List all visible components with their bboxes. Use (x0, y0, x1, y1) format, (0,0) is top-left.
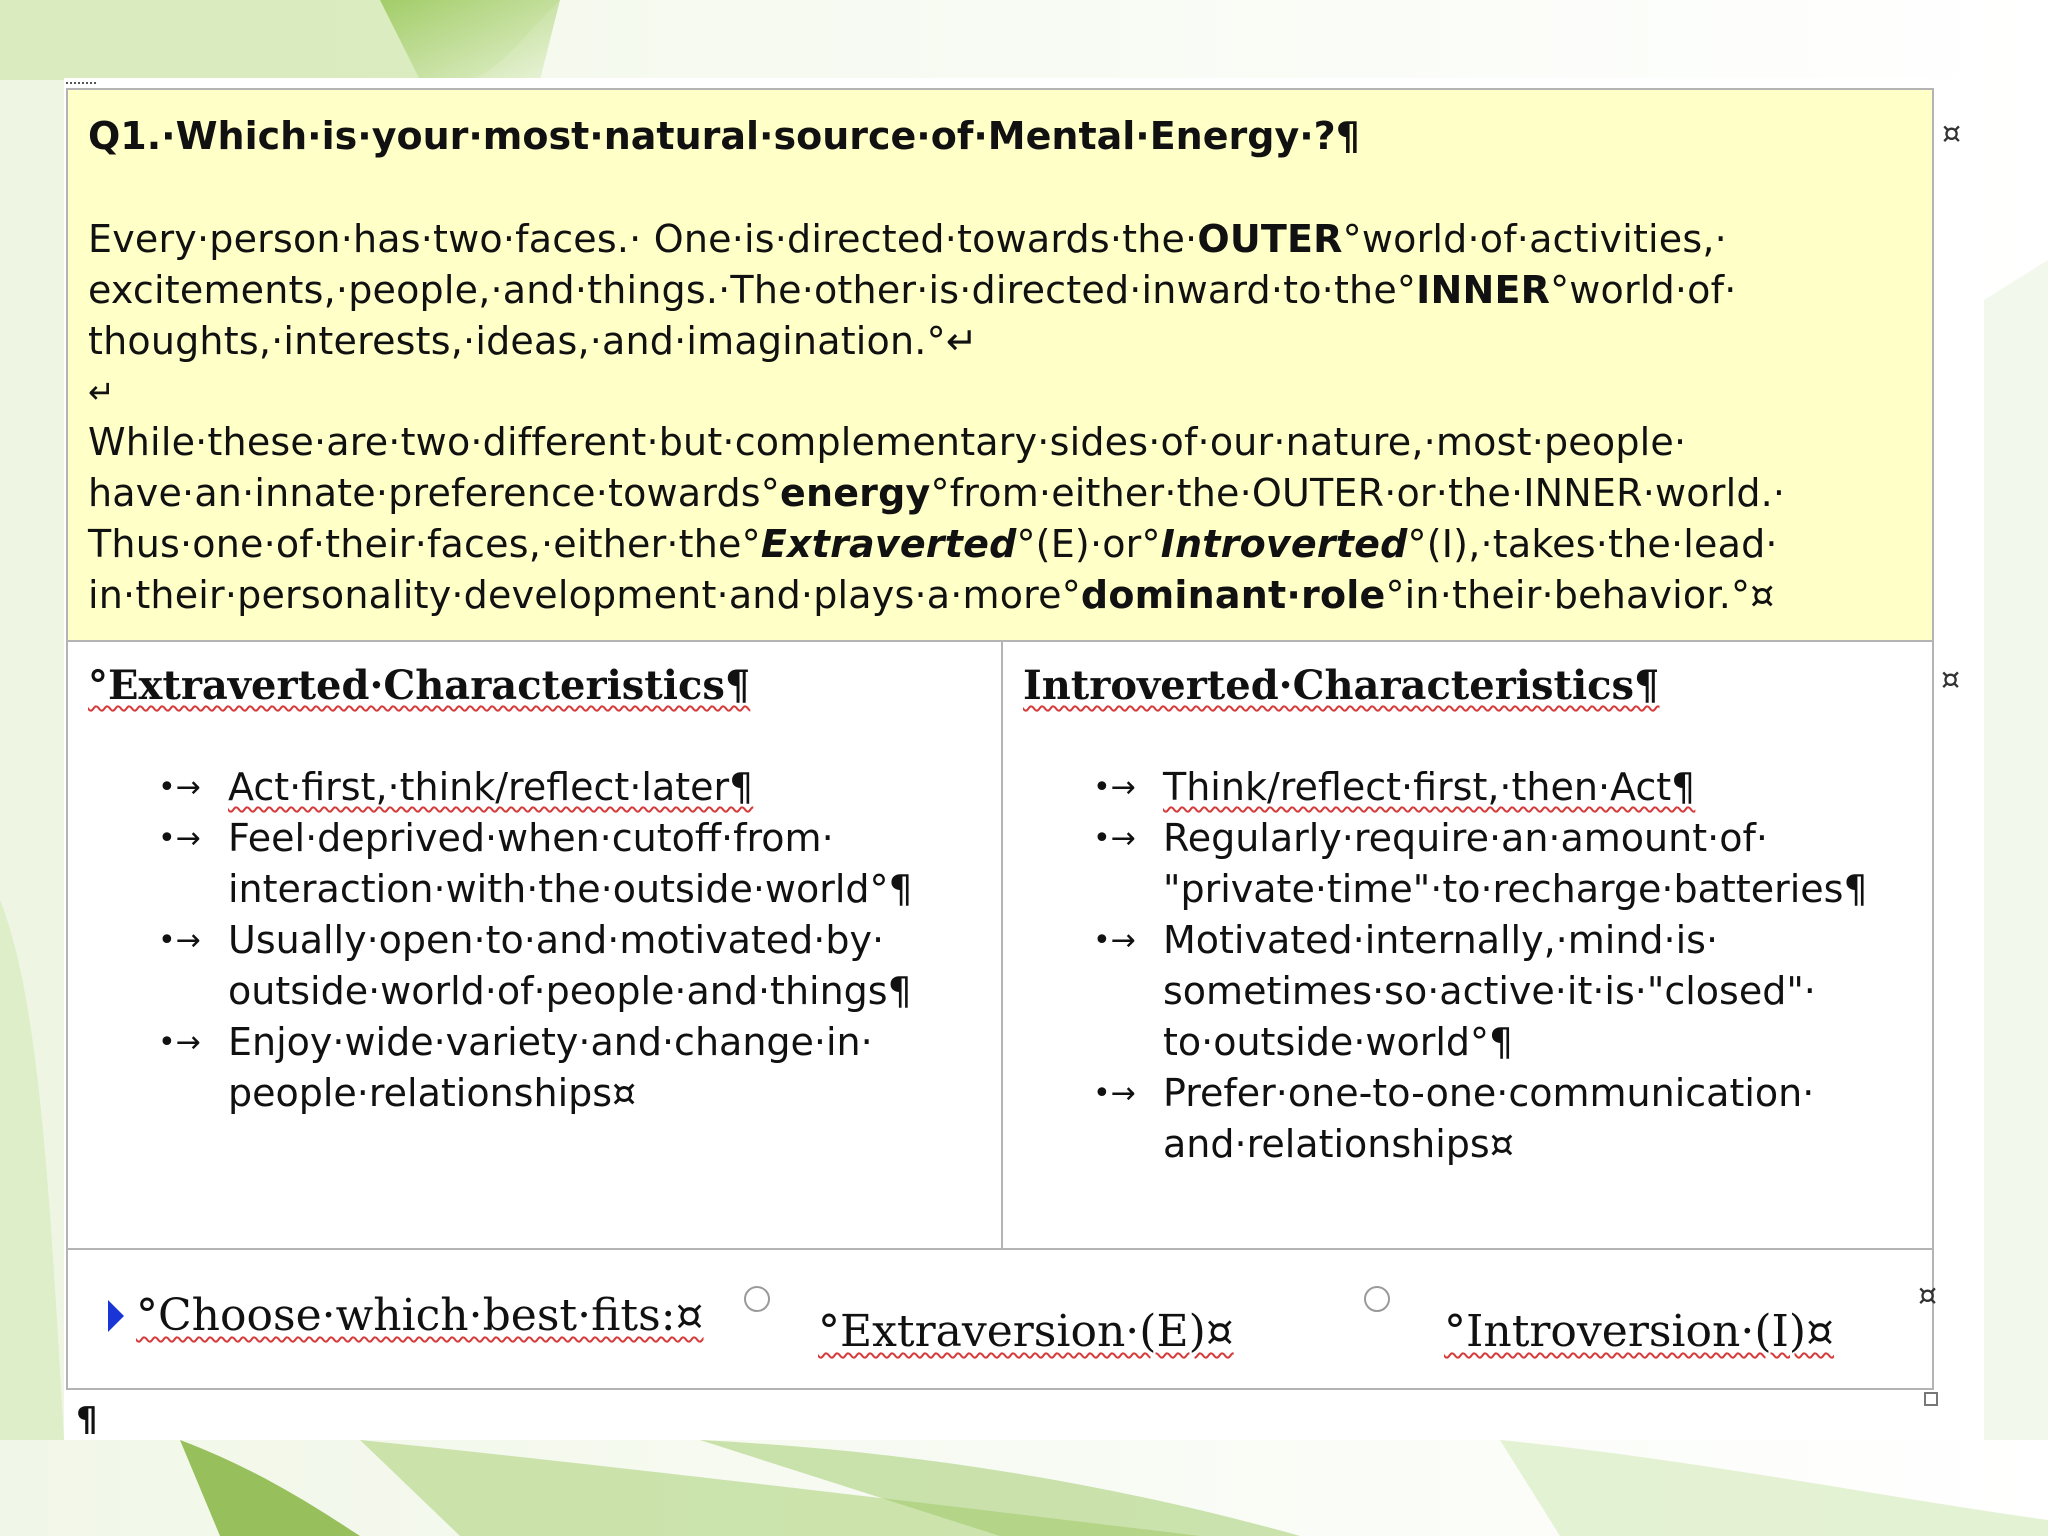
introverted-list (1023, 762, 1912, 1170)
energy-keyword: energy (779, 471, 931, 515)
end-of-row-mark: ¤ (1942, 116, 1962, 151)
form-field-marker-icon (108, 1300, 124, 1332)
table-move-handle[interactable] (66, 78, 106, 88)
line-break-mark: ↵ (88, 373, 115, 411)
bullet-arrow-icon: •→ (158, 1025, 201, 1060)
word-document-page (64, 78, 1984, 1440)
extraverted-keyword: Extraverted (760, 522, 1017, 566)
list-item: •→ Motivated·internally,·mind·is· sometimes·so·active·it·is·"closed"· to·outside·world°¶ (1093, 915, 1912, 1068)
paragraph-mark: ¶ (76, 1400, 98, 1440)
table-resize-handle[interactable] (1924, 1392, 1938, 1406)
spacer (88, 164, 1912, 214)
dominant-role-keyword: dominant·role (1080, 573, 1386, 617)
inner-keyword: INNER (1416, 268, 1551, 312)
option-extraversion-label[interactable]: °Extraversion·(E)¤ (818, 1306, 1234, 1357)
end-of-row-mark: ¤ (1918, 1278, 1938, 1313)
extraverted-list (88, 762, 981, 1119)
radio-extraversion[interactable] (744, 1286, 770, 1312)
list-item: •→ Prefer·one-to-one·communication· and·relationships¤ (1093, 1068, 1912, 1170)
list-item: •→ Enjoy·wide·variety·and·change·in· people·relationships¤ (158, 1017, 981, 1119)
end-of-row-mark: ¤ (1941, 662, 1961, 697)
question-cell (68, 90, 1962, 642)
bullet-arrow-icon: •→ (1093, 923, 1136, 958)
bullet-arrow-icon: •→ (1093, 1076, 1136, 1111)
bullet-arrow-icon: •→ (158, 923, 201, 958)
introverted-keyword: Introverted (1160, 522, 1408, 566)
introverted-column (1003, 642, 1961, 1248)
list-item: •→ Regularly·require·an·amount·of· "private·time"·to·recharge·batteries¶ (1093, 813, 1912, 915)
choose-label: °Choose·which·best·fits:¤ (136, 1290, 704, 1341)
bullet-arrow-icon: •→ (1093, 770, 1136, 805)
question-paragraph-1: Every·person·has·two·faces.· One·is·directed·towards·the·OUTER°world·of·activities,· excitements,·people,·and·things.·The·other·is·directed·inward·to·the°INNER°world·of· thoughts,·interests,·ideas,·and·imagination.°↵ (88, 217, 1737, 363)
list-item: •→ Think/reflect·first,·then·Act¶ (1093, 762, 1912, 813)
choice-row (68, 1250, 1938, 1388)
list-item: •→ Usually·open·to·and·motivated·by· outside·world·of·people·and·things¶ (158, 915, 981, 1017)
introverted-heading: Introverted·Characteristics¶ (1023, 662, 1660, 709)
question-paragraph-2: While·these·are·two·different·but·complementary·sides·of·our·nature,·most·people· have·an·innate·preference·towards°energy°from·either·the·OUTER·or·the·INNER·world.· Thus·one·of·their·faces,·either·the°Extraverted°(E)·or°Introverted°(I),·takes·the·lead· in·their·personality·development·and·plays·a·more°dominant·role°in·their·behavior.°¤ (88, 420, 1786, 617)
outer-keyword: OUTER (1197, 217, 1343, 261)
question-title: Q1.·Which·is·your·most·natural·source·of·Mental·Energy·?¶ (88, 114, 1360, 158)
questionnaire-table (66, 88, 1962, 1390)
bullet-arrow-icon: •→ (158, 770, 201, 805)
option-introversion-label[interactable]: °Introversion·(I)¤ (1444, 1306, 1835, 1357)
list-item: •→ Act·first,·think/reflect·later¶ (158, 762, 981, 813)
bullet-arrow-icon: •→ (158, 821, 201, 856)
radio-introversion[interactable] (1364, 1286, 1390, 1312)
characteristics-row (68, 642, 1961, 1250)
extraverted-heading: °Extraverted·Characteristics¶ (88, 662, 751, 709)
list-item: •→ Feel·deprived·when·cutoff·from· interaction·with·the·outside·world°¶ (158, 813, 981, 915)
extraverted-column (68, 642, 1003, 1248)
bullet-arrow-icon: •→ (1093, 821, 1136, 856)
